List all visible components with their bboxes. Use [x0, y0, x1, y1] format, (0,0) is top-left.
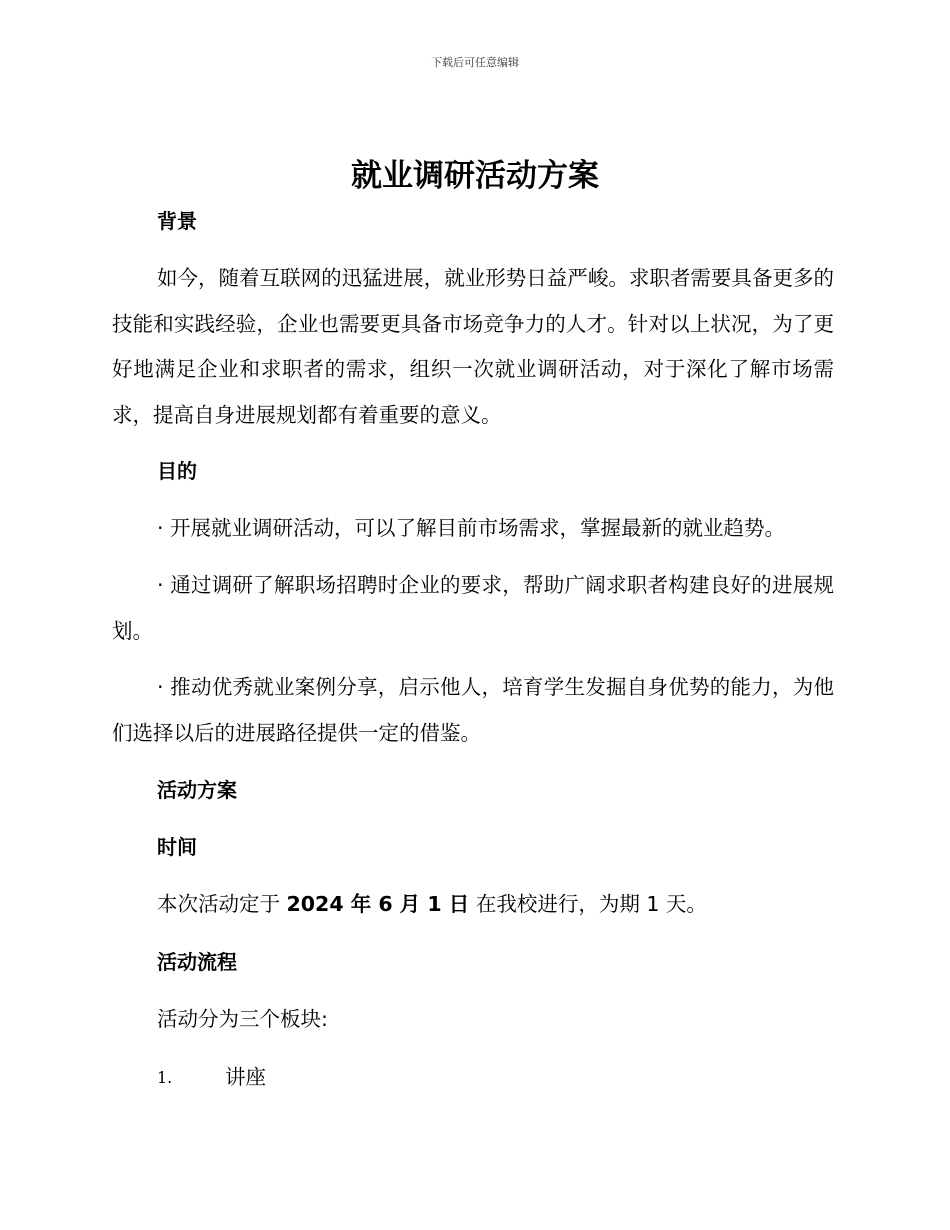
- section-heading-plan: 活动方案: [157, 778, 237, 802]
- page-title: 就业调研活动方案: [351, 158, 599, 194]
- background-paragraph: 如今，随着互联网的迅猛进展，就业形势日益严峻。求职者需要具备更多的技能和实践经验，企业也需要更具备市场竞争力的人才。针对以上状况，为了更好地满足企业和求职者的需求，组织一次就业调研活动，对于深化了解市场需求，提高自身进展规划都有着重要的意义。: [112, 266, 834, 427]
- section-heading-purpose: 目的: [157, 459, 197, 483]
- section-heading-background: 背景: [157, 209, 197, 233]
- time-prefix: 本次活动定于: [157, 892, 280, 916]
- flow-intro: 活动分为三个板块:: [157, 1007, 328, 1031]
- purpose-item-2: · 通过调研了解职场招聘时企业的要求，帮助广阔求职者构建良好的进展规划。: [112, 573, 834, 643]
- purpose-item-3: · 推动优秀就业案例分享，启示他人，培育学生发掘自身优势的能力，为他们选择以后的进展路径提供一定的借鉴。: [112, 675, 834, 745]
- time-date: 2024 年 6 月 1 日: [286, 892, 470, 916]
- section-heading-flow: 活动流程: [157, 950, 237, 974]
- list-number: 1.: [157, 1068, 173, 1087]
- time-suffix: 在我校进行，为期 1 天。: [475, 892, 707, 916]
- header-note: 下载后可任意编辑: [431, 56, 519, 69]
- purpose-item-1: · 开展就业调研活动，可以了解目前市场需求，掌握最新的就业趋势。: [157, 516, 786, 540]
- section-heading-time: 时间: [157, 835, 197, 859]
- time-sentence: [157, 890, 707, 918]
- list-item-label: 讲座: [225, 1065, 266, 1089]
